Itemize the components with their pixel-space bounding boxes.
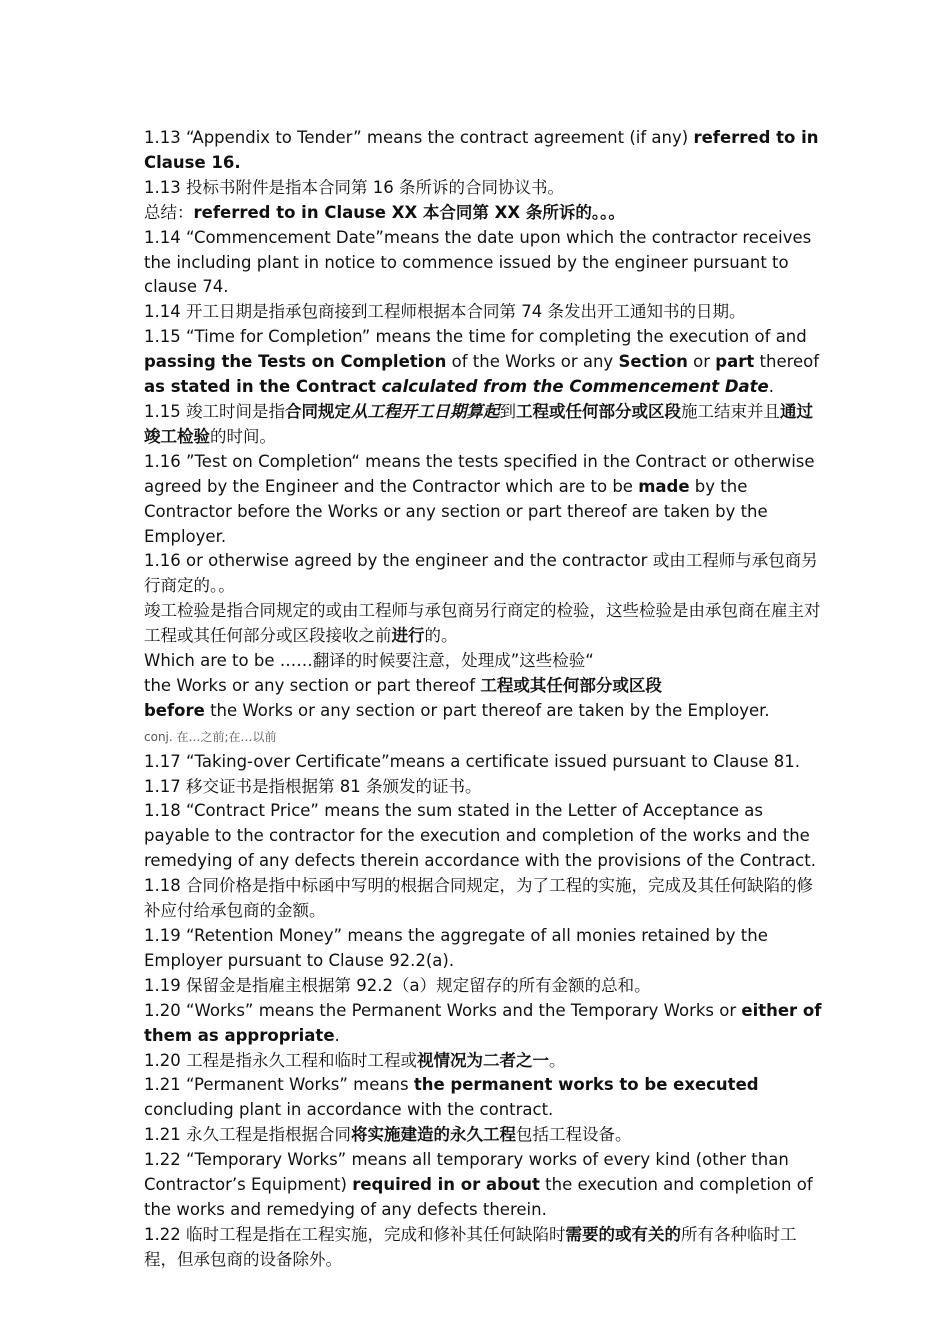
text-run: 1.15 竣工时间是指	[144, 401, 285, 421]
paragraph	[144, 1073, 824, 1123]
paragraph	[144, 226, 824, 301]
emphasized-text: 从工程开工日期算起	[350, 401, 500, 421]
emphasized-text: required in or about	[352, 1175, 540, 1195]
emphasized-text: 合同规定	[284, 401, 351, 421]
text-run: 1.19 “Retention Money” means the aggregate of all monies retained by the Employer pursuant to Clause 92.2(a).	[144, 926, 768, 970]
text-run: 1.14 开工日期是指承包商接到工程师根据本合同第 74 条发出开工通知书的日期。	[144, 302, 746, 322]
emphasized-text: referred to in Clause 16.	[144, 128, 819, 172]
text-run: 1.13 投标书附件是指本合同第 16 条所诉的合同协议书。	[144, 177, 564, 197]
emphasized-text: made	[638, 476, 690, 496]
emphasized-text: as stated in the Contract	[144, 377, 382, 397]
emphasized-text: Section	[618, 352, 688, 372]
text-run: the Works or any section or part thereof are taken by the Employer.	[204, 700, 770, 720]
text-run: 1.22 临时工程是指在工程实施，完成和修补其任何缺陷时	[144, 1224, 566, 1244]
paragraph	[144, 724, 824, 750]
text-run: 。	[548, 1050, 566, 1070]
text-run: 1.20 “Works” means the Permanent Works and the Temporary Works or	[144, 1000, 742, 1020]
paragraph	[144, 649, 824, 674]
text-run: 施工结束并且	[680, 401, 780, 421]
paragraph	[144, 126, 824, 176]
text-run: 1.18 “Contract Price” means the sum stated in the Letter of Acceptance as payable to the contractor for the execution and completion of the works and the remedying of any defects therein accordance with the provisions of the Contract.	[144, 801, 816, 871]
paragraph	[144, 874, 824, 924]
text-run: the execution and completion of the works and remedying of any defects therein.	[144, 1175, 813, 1219]
paragraph	[144, 799, 824, 874]
paragraph	[144, 775, 824, 800]
text-run: 的时间。	[210, 426, 276, 446]
emphasized-text: 工程或任何部分或区段	[515, 401, 681, 421]
paragraph	[144, 549, 824, 599]
paragraph	[144, 400, 824, 450]
paragraph	[144, 1148, 824, 1223]
paragraph	[144, 974, 824, 999]
document-body	[144, 126, 824, 1273]
text-run: 1.16 or otherwise agreed by the engineer and the contractor 或由工程师与承包商另行商定的。。	[144, 551, 818, 596]
emphasized-text: 需要的或有关的	[565, 1224, 681, 1244]
text-run: 1.17 移交证书是指根据第 81 条颁发的证书。	[144, 776, 482, 796]
paragraph	[144, 1223, 824, 1273]
text-run: the Works or any section or part thereof	[144, 675, 481, 695]
paragraph	[144, 1049, 824, 1074]
paragraph	[144, 699, 824, 724]
emphasized-text: 工程或其任何部分或区段	[480, 675, 662, 695]
emphasized-text: the permanent works to be executed	[413, 1075, 759, 1095]
emphasized-text: 将实施建造的永久工程	[350, 1125, 516, 1145]
paragraph	[144, 325, 824, 400]
text-run: or	[687, 352, 716, 372]
paragraph	[144, 201, 824, 226]
text-run: thereof	[754, 352, 820, 372]
paragraph	[144, 176, 824, 201]
paragraph	[144, 599, 824, 649]
text-run: 所有各种临时工程，但承包商的设备除外。	[144, 1224, 797, 1269]
paragraph	[144, 300, 824, 325]
text-run: 总结：	[144, 202, 194, 222]
text-run: 1.21 “Permanent Works” means	[144, 1075, 414, 1095]
text-run: 1.17 “Taking-over Certificate”means a certificate issued pursuant to Clause 81.	[144, 751, 800, 771]
text-run: Which are to be ……翻译的时候要注意，处理成”这些检验“	[144, 651, 594, 671]
text-run: concluding plant in accordance with the contract.	[144, 1100, 554, 1120]
text-run: .	[768, 377, 774, 397]
text-run: 的。	[424, 626, 458, 646]
text-run: 1.22 “Temporary Works” means all temporary works of every kind (other than Contractor’s Equipment)	[144, 1150, 789, 1195]
text-run: 1.13 “Appendix to Tender” means the contract agreement (if any)	[144, 128, 694, 147]
text-run: 包括工程设备。	[515, 1125, 632, 1145]
text-run: 竣工检验是指合同规定的或由工程师与承包商另行商定的检验，这些检验是由承包商在雇主对工程或其任何部分或区段接收之前	[144, 601, 821, 646]
emphasized-text: referred to in Clause XX 本合同第 XX 条所诉的。。。	[193, 202, 625, 222]
text-run: 1.19 保留金是指雇主根据第 92.2（a）规定留存的所有金额的总和。	[144, 975, 651, 995]
text-run: 1.15 “Time for Completion” means the time for completing the execution of and	[144, 327, 807, 347]
text-run: 到	[499, 401, 516, 421]
text-run: of the Works or any	[446, 352, 619, 372]
paragraph	[144, 999, 824, 1049]
paragraph	[144, 674, 824, 699]
text-run: 1.14 “Commencement Date”means the date upon which the contractor receives the including plant in notice to commence issued by the engineer pursuant to clause 74.	[144, 227, 812, 297]
emphasized-text: passing the Tests on Completion	[144, 352, 447, 372]
emphasized-text: 视情况为二者之一	[416, 1050, 549, 1070]
emphasized-text: 进行	[391, 626, 425, 646]
paragraph	[144, 450, 824, 550]
text-run: 1.18 合同价格是指中标函中写明的根据合同规定，为了工程的实施，完成及其任何缺陷的修补应付给承包商的金额。	[144, 876, 813, 921]
emphasized-text: either of them as appropriate	[144, 1000, 822, 1045]
text-run: 1.20 工程是指永久工程和临时工程或	[144, 1050, 417, 1070]
paragraph	[144, 924, 824, 974]
text-run: .	[334, 1025, 340, 1045]
text-run: 1.21 永久工程是指根据合同	[144, 1125, 351, 1145]
text-run: 1.16 ”Test on Completion“ means the tests specified in the Contract or otherwise agreed by the Engineer and the Contractor which are to be	[144, 451, 815, 496]
dictionary-note: conj. 在…之前;在…以前	[144, 729, 277, 744]
emphasized-text: before	[144, 700, 205, 720]
paragraph	[144, 750, 824, 775]
emphasized-text: part	[715, 352, 755, 372]
text-run: by the Contractor before the Works or any section or part thereof are taken by the Employer.	[144, 476, 768, 546]
paragraph	[144, 1123, 824, 1148]
emphasized-text: calculated from the Commencement Date	[381, 377, 769, 397]
emphasized-text: 通过竣工检验	[144, 401, 813, 446]
